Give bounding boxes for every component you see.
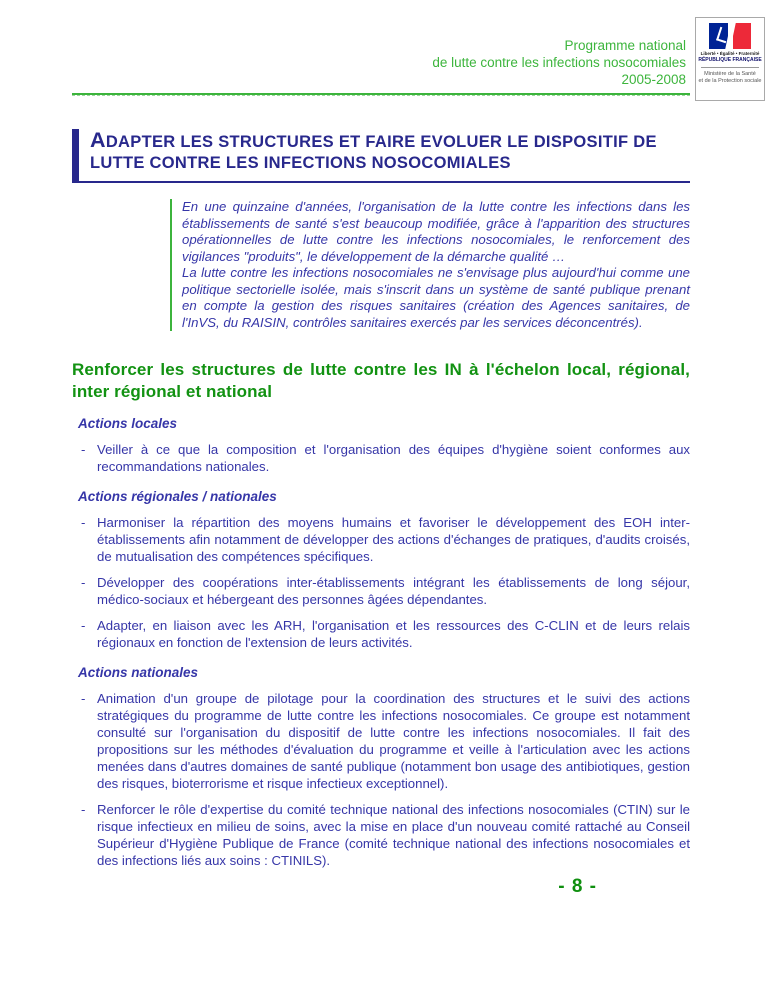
subsection-heading-actions-regionales: Actions régionales / nationales (78, 489, 277, 504)
title-initial: A (90, 128, 106, 152)
intro-paragraph-2: La lutte contre les infections nosocomiales ne s'envisage plus aujourd'hui comme une politique sectorielle isolée, mais s'inscrit dans un système de santé publique prenant en compte la gestion des risques sanitaires (création des Agences sanitaires, de l'InVS, du RAISIN, contrôles sanitaires exercés par les services déconcentrés). (182, 265, 690, 330)
bullet-text: Animation d'un groupe de pilotage pour la coordination des structures et le suivi des actions stratégiques du programme de lutte contre les infections nosocomiales. Ce groupe est notamment consulté sur l'organisation du dispositif de lutte contre les infections nosocomiales. Il fait des propositions sur les méthodes d'évaluation du programme et veille à l'articulation avec les actions menées dans d'autres domaines de santé publique (notamment bon usage des antibiotiques, gestion des risques, bioterrorisme et risque infectieux exceptionnel). (97, 691, 690, 791)
logo-republic: RÉPUBLIQUE FRANÇAISE (698, 56, 762, 63)
list-item (72, 514, 690, 565)
logo-motto: Liberté • Égalité • Fraternité (700, 51, 760, 56)
list-item (72, 801, 690, 869)
list-item (72, 441, 690, 475)
bullet-marker: - (81, 442, 86, 457)
list-item (72, 690, 690, 792)
chapter-title-block (72, 129, 690, 183)
section-heading: Renforcer les structures de lutte contre les IN à l'échelon local, régional, inter régional et national (72, 360, 690, 401)
bullet-text: Développer des coopérations inter-établissements intégrant les établissements de long séjour, médico-sociaux et hébergeant des personnes âgées dépendantes. (97, 575, 690, 607)
bullet-marker: - (81, 802, 86, 817)
header-line-2: de lutte contre les infections nosocomiales (432, 55, 686, 70)
title-rest: DAPTER LES STRUCTURES ET FAIRE EVOLUER LE DISPOSITIF DE LUTTE CONTRE LES INFECTIONS NOSOCOMIALES (90, 133, 657, 172)
bullet-text: Renforcer le rôle d'expertise du comité technique national des infections nosocomiales (CTIN) sur le risque infectieux en milieu de soins, avec la mise en place d'un nouveau comité rattaché au Conseil Supérieur d'Hygiène Publique de France (comité technique national des infections nosocomiales et des infections liés aux soins : CTINILS). (97, 802, 690, 868)
ministry-line-2: et de la Protection sociale (698, 77, 762, 84)
header-line-3: 2005-2008 (621, 72, 686, 87)
french-flag-icon (709, 23, 751, 49)
bullet-text: Veiller à ce que la composition et l'organisation des équipes d'hygiène soient conformes aux recommandations nationales. (97, 442, 690, 474)
bullet-marker: - (81, 691, 86, 706)
government-logo (695, 17, 765, 101)
list-item (72, 574, 690, 608)
logo-divider (701, 67, 759, 68)
bullet-text: Harmoniser la répartition des moyens humains et favoriser le développement des EOH inter-établissements afin notamment de développer des actions d'échanges de pratiques, d'audits croisés, de mutualisation des compétences spécifiques. (97, 515, 690, 564)
list-item (72, 617, 690, 651)
intro-paragraph-1: En une quinzaine d'années, l'organisation de la lutte contre les infections dans les établissements de santé s'est beaucoup modifiée, grâce à l'apparition des structures opérationnelles de lutte contre les infections nosocomiales, le renforcement des vigilances "produits", le développement de la démarche qualité … (182, 199, 690, 264)
header-line-1: Programme national (564, 38, 686, 53)
subsection-heading-actions-nationales: Actions nationales (78, 665, 199, 680)
page-title (90, 130, 690, 174)
bullet-marker: - (81, 618, 86, 633)
bullet-text: Adapter, en liaison avec les ARH, l'organisation et les ressources des C-CLIN et de leurs relais régionaux en fonction de l'extension de leurs activités. (97, 618, 690, 650)
header-rule (72, 93, 690, 96)
logo-ministry (696, 71, 764, 85)
ministry-line-1: Ministère de la Santé (704, 70, 756, 77)
page-number: - 8 - (558, 876, 597, 897)
subsection-heading-actions-locales: Actions locales (78, 416, 178, 431)
flag-red-panel (733, 23, 751, 49)
bullet-marker: - (81, 575, 86, 590)
document-header (72, 0, 690, 88)
bullet-marker: - (81, 515, 86, 530)
intro-blockquote (170, 199, 690, 331)
